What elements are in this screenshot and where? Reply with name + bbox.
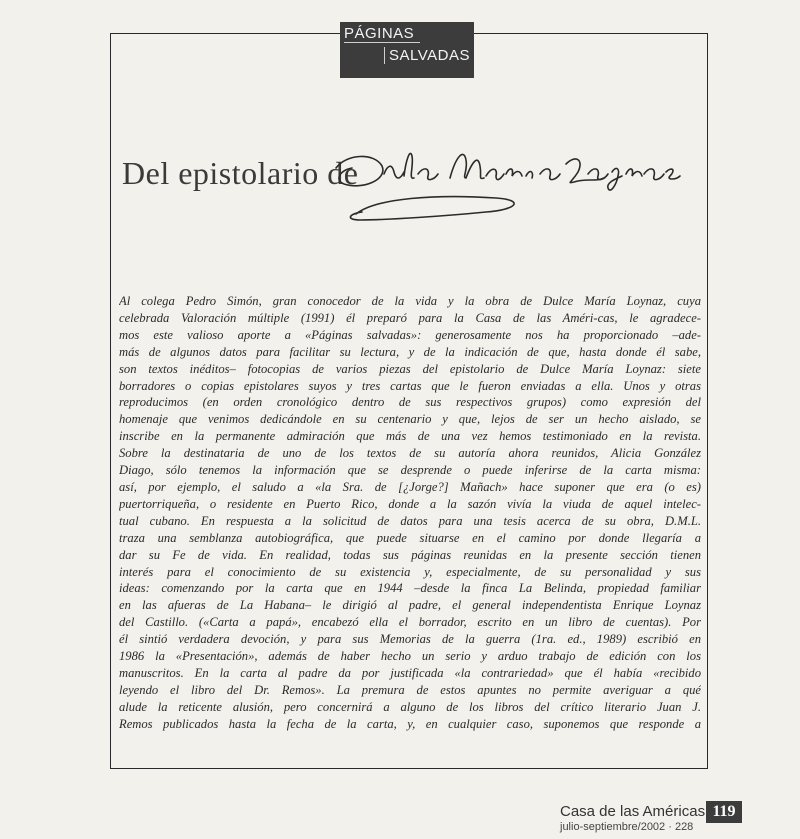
body-line: del Castillo. («Carta a papá», encabezó ella el borrador, escrito en un libro de cuentas). Por [119, 615, 701, 630]
body-line: tual cubano. En respuesta a la solicitud de datos para una tesis acerca de su obra, D.M.L. [119, 513, 701, 528]
body-text [119, 293, 701, 733]
body-line: 1986 la «Presentación», además de haber hecho un serio y arduo trabajo de edición con los [119, 649, 701, 664]
body-line: en las afueras de La Habana– le dirigió al padre, el general independentista Enrique Loynaz [119, 598, 701, 613]
body-line: Remos publicados hasta la fecha de la carta, y, en cualquier caso, suponemos que responde a [119, 716, 701, 731]
body-line: traza una semblanza autobiográfica, que puede situarse en el camino por donde llegaría a [119, 530, 701, 545]
body-line: interés para el conocimiento de su existencia y, especialmente, de su personalidad y sus [119, 564, 701, 579]
body-line: inscribe en la permanente admiración que más de una vez hemos testimoniado en la revista. [119, 429, 701, 444]
body-line: ideas: comenzando por la carta que en 1944 –desde la finca La Belinda, propiedad familiar [119, 581, 701, 596]
body-line: homenaje que venimos dedicándole en su centenario y que, lejos de ser un hecho aislado, se [119, 412, 701, 427]
body-line: mos este valioso aporte a «Páginas salvadas»: generosamente nos ha proporcionado –ade- [119, 327, 701, 342]
body-line: más de algunos datos para facilitar su lectura, y de la indicación de que, hasta donde él sabe, [119, 344, 701, 359]
section-badge [340, 22, 474, 78]
body-line: Sobre la destinataria de uno de los textos de su autoría ahora reunidos, Alicia González [119, 446, 701, 461]
body-line: alude la reticente alusión, pero concernirá a alguno de los libros del crítico literario Juan J. [119, 699, 701, 714]
body-line: puertorriqueña, o residente en Puerto Rico, donde a la sazón vivía la viuda de aquel intelec- [119, 496, 701, 511]
body-line: borradores o copias epistolares suyos y tres cartas que le fueron enviadas a ella. Unos y otras [119, 378, 701, 393]
article-title: Del epistolario de [122, 155, 359, 191]
body-line: Al colega Pedro Simón, gran conocedor de la vida y la obra de Dulce María Loynaz, cuya [119, 294, 701, 308]
footer-issue-date: julio-septiembre/2002 · 228 [560, 821, 694, 833]
body-line: él sintió verdadera devoción, y para sus Memorias de la guerra (1ra. ed., 1989) escribió en [119, 632, 701, 647]
footer-magazine-name: Casa de las Américas [560, 803, 706, 820]
page-number: 119 [706, 801, 742, 823]
body-line: manuscritos. En la carta al padre da por justificada «la contrariedad» que él había «recibido [119, 665, 701, 680]
body-line: celebrada Valoración múltiple (1991) él preparó para la Casa de las Améri-cas, le agradece- [119, 310, 701, 325]
section-label-line1: PÁGINAS [344, 25, 420, 43]
body-line: dar su Fe de vida. En realidad, todas sus páginas reunidas en la presente sección tienen [119, 547, 701, 562]
body-line: son textos inéditos– fotocopias de varios piezas del epistolario de Dulce María Loynaz: siete [119, 361, 701, 376]
body-line: reproducimos (en orden cronológico dentro de sus respectivos grupos) como expresión del [119, 395, 701, 410]
body-line: así, por ejemplo, el saludo a «la Sra. de [¿Jorge?] Mañach» hace suponer que era (o es) [119, 479, 701, 494]
body-line: leyendo el libro del Dr. Remos». La premura de estos apuntes no permite averiguar a qué [119, 682, 701, 697]
body-line: Diago, sólo tenemos la información que se desprende o puede inferirse de la carta misma: [119, 463, 701, 478]
signature-image [326, 140, 686, 240]
section-label-line2: SALVADAS [384, 47, 470, 64]
